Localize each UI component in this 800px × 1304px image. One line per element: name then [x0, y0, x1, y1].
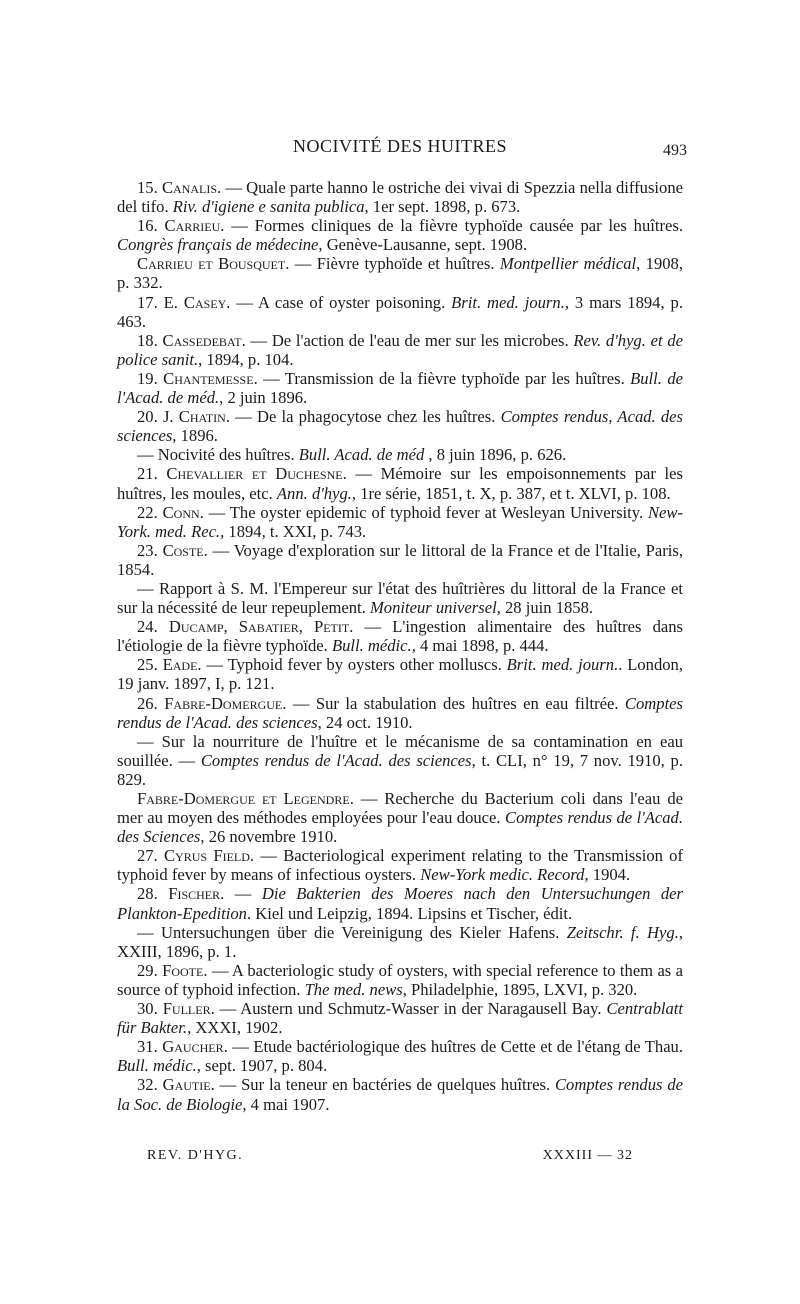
- reference-entry: [117, 464, 683, 502]
- reference-entry: [117, 541, 683, 579]
- ref-number: 28.: [137, 884, 158, 904]
- footer-journal-signature: REV. D'HYG.: [147, 1148, 244, 1163]
- ref-text: L'ingestion alimentaire des huîtres dans l'étiologie de la fièvre typhoïde.: [117, 617, 683, 656]
- ref-separator: . —: [210, 999, 241, 1019]
- ref-text: Formes cliniques de la fièvre typhoïde causée par les huîtres.: [254, 216, 683, 236]
- ref-text: Mémoire sur les empoisonnements par les huîtres, les moules, etc.: [117, 464, 683, 503]
- ref-source: Bull. Acad. de méd: [298, 445, 425, 465]
- ref-separator: . —: [210, 1075, 242, 1095]
- reference-list: [117, 178, 683, 1114]
- ref-number: 15.: [137, 178, 158, 197]
- ref-number: 18.: [137, 330, 158, 350]
- ref-text: Sur la teneur en bactéries de quelques huîtres.: [241, 1075, 555, 1095]
- ref-author: Coste: [162, 540, 204, 560]
- reference-entry: [117, 579, 683, 617]
- ref-text: Typhoid fever by oysters other molluscs.: [227, 655, 507, 675]
- reference-entry: [117, 655, 683, 693]
- reference-entry: [117, 961, 683, 999]
- ref-author: Fabre-Domergue et Legendre: [137, 789, 350, 808]
- ref-separator: . —: [349, 617, 393, 637]
- reference-entry: [117, 694, 683, 732]
- ref-details: , XXIII, 1896, p. 1.: [117, 922, 683, 961]
- ref-author: Eade: [162, 655, 198, 675]
- ref-text: A bacteriologic study of oysters, with special reference to them as a source of typhoid infection.: [117, 960, 683, 999]
- ref-details: , 1908, p. 332.: [117, 254, 684, 293]
- reference-entry: [117, 1037, 683, 1075]
- ref-number: 24.: [137, 617, 158, 637]
- ref-source: New-York medic. Record: [420, 865, 585, 885]
- ref-source: Die Bakterien des Moeres nach den Untersuchungen der Plankton-Epedition: [117, 884, 683, 923]
- ref-author: Chantemesse: [163, 368, 254, 388]
- ref-text: Bacteriological experiment relating to the Transmission of typhoid fever by means of infectious oysters.: [117, 846, 684, 885]
- ref-text: A case of oyster poisoning.: [257, 292, 452, 312]
- ref-source: Comptes rendus de la Soc. de Biologie: [117, 1075, 683, 1114]
- reference-entry: [117, 331, 683, 369]
- ref-author: Canalis: [161, 178, 218, 197]
- ref-number: 20.: [137, 407, 158, 427]
- ref-author: Cassedebat: [162, 330, 242, 350]
- ref-details: , Philadelphie, 1895, LXVI, p. 320.: [402, 979, 638, 999]
- ref-text: De la phagocytose chez les huîtres.: [256, 407, 501, 427]
- ref-separator: —: [137, 922, 161, 942]
- reference-entry: [117, 1075, 683, 1113]
- ref-source: Congrès français de médecine: [117, 235, 319, 255]
- ref-separator: . —: [285, 254, 317, 274]
- ref-separator: . —: [249, 846, 284, 866]
- ref-separator: . —: [220, 884, 262, 904]
- ref-source: Comptes rendus, Acad. des sciences: [117, 407, 683, 446]
- ref-details: , t. CLI, n° 19, 7 nov. 1910, p. 829.: [117, 750, 683, 789]
- ref-details: , 26 novembre 1910.: [200, 827, 338, 847]
- ref-source: Ann. d'hyg.: [276, 483, 352, 503]
- ref-details: . London, 19 janv. 1897, I, p. 121.: [117, 655, 683, 694]
- ref-separator: . —: [241, 330, 272, 350]
- ref-separator: . —: [197, 655, 228, 675]
- ref-details: , 1re série, 1851, t. X, p. 387, et t. XLVI, p. 108.: [351, 483, 671, 503]
- ref-source: New-York. med. Rec.: [117, 502, 684, 541]
- reference-entry: [117, 884, 683, 922]
- ref-text: Transmission de la fièvre typhoïde par les huîtres.: [284, 368, 631, 388]
- ref-separator: . —: [220, 216, 255, 236]
- ref-number: 29.: [137, 960, 158, 980]
- ref-source: Bull. de l'Acad. de méd.: [117, 368, 683, 408]
- ref-separator: . —: [199, 502, 230, 522]
- ref-separator: . —: [226, 292, 258, 312]
- ref-separator: . —: [225, 407, 257, 427]
- ref-separator: —: [137, 578, 159, 598]
- reference-entry: [117, 503, 683, 541]
- ref-details: , 2 juin 1896.: [219, 388, 308, 408]
- ref-author: Conn: [162, 502, 200, 522]
- ref-number: 26.: [137, 693, 158, 713]
- reference-entry: [117, 178, 683, 216]
- ref-text: Austern und Schmutz-Wasser in der Naragausell Bay.: [240, 999, 607, 1019]
- ref-separator: . —: [282, 693, 316, 713]
- ref-author: Foote: [162, 960, 204, 980]
- ref-text: The oyster epidemic of typhoid fever at Wesleyan University.: [229, 502, 648, 522]
- ref-author: Fischer: [168, 884, 221, 904]
- ref-number: 19.: [137, 368, 158, 388]
- ref-source: Brit. med. journ.: [451, 292, 565, 312]
- ref-number: 31.: [137, 1037, 158, 1057]
- ref-author: J. Chatin: [162, 407, 226, 427]
- ref-source: Montpellier médical: [499, 254, 637, 274]
- ref-separator: . —: [223, 1037, 254, 1057]
- ref-details: , 1894, p. 104.: [198, 349, 294, 369]
- ref-number: 17.: [137, 292, 158, 312]
- ref-text: Untersuchungen über die Vereinigung des Kieler Hafens.: [161, 922, 567, 942]
- reference-entry: [117, 732, 683, 789]
- ref-author: Fabre-Domergue: [164, 693, 283, 713]
- ref-details: . Kiel und Leipzig, 1894. Lipsins et Tischer, édit.: [246, 903, 573, 923]
- ref-separator: . —: [342, 464, 381, 484]
- reference-entry: [117, 923, 683, 961]
- ref-source: Moniteur universel: [369, 598, 497, 618]
- ref-details: , sept. 1907, p. 804.: [196, 1056, 328, 1076]
- ref-number: 32.: [137, 1075, 158, 1095]
- ref-number: 30.: [137, 999, 158, 1019]
- footer-volume-signature: XXXIII — 32: [542, 1148, 633, 1163]
- ref-author: E. Casey: [163, 292, 227, 312]
- ref-source: Bull. médic.: [331, 636, 412, 656]
- ref-details: , 4 mai 1907.: [242, 1094, 330, 1114]
- ref-source: Zeitschr. f. Hyg.: [566, 922, 679, 942]
- ref-separator: . —: [349, 789, 385, 808]
- ref-author: Ducamp, Sabatier, Petit: [168, 617, 350, 637]
- ref-author: Carrieu: [164, 216, 221, 236]
- ref-text: Voyage d'exploration sur le littoral de la France et de l'Italie, Paris, 1854.: [117, 540, 683, 579]
- ref-details: , 1er sept. 1898, p. 673.: [364, 197, 521, 217]
- reference-entry: [117, 617, 683, 655]
- reference-entry: [117, 789, 683, 846]
- running-head: [0, 136, 800, 164]
- ref-number: 22.: [137, 502, 158, 522]
- ref-author: Chevallier et Duchesne: [166, 464, 343, 484]
- ref-source: Riv. d'igiene e sanita publica: [172, 197, 365, 217]
- ref-text: Quale parte hanno le ostriche dei vivai di Spezzia nella diffusione del tifo.: [117, 178, 683, 217]
- page-footer: [147, 1148, 633, 1170]
- ref-separator: . —: [217, 178, 247, 197]
- running-title: NOCIVITÉ DES HUITRES: [293, 136, 507, 156]
- ref-source: Comptes rendus de l'Acad. des Sciences: [117, 808, 683, 847]
- ref-number: 23.: [137, 540, 158, 560]
- ref-source: Centrablatt für Bakter.: [117, 999, 684, 1038]
- ref-text: Sur la nourriture de l'huître et le mécanisme de sa contamination en eau souillée. —: [117, 731, 683, 770]
- ref-details: , Genève-Lausanne, sept. 1908.: [318, 235, 528, 255]
- ref-details: , 1894, t. XXI, p. 743.: [220, 521, 367, 541]
- ref-details: , 28 juin 1858.: [496, 598, 594, 618]
- page-number: 493: [663, 142, 687, 159]
- ref-details: , 1896.: [172, 426, 218, 446]
- ref-details: , 8 juin 1896, p. 626.: [424, 445, 567, 465]
- reference-entry: [117, 407, 683, 445]
- ref-text: Nocivité des huîtres.: [157, 445, 299, 465]
- ref-number: 16.: [137, 216, 158, 236]
- ref-text: Recherche du Bacterium coli dans l'eau de mer au moyen des méthodes employées pour l'eau douce.: [117, 789, 683, 828]
- ref-text: Etude bactériologique des huîtres de Cette et de l'étang de Thau.: [253, 1037, 684, 1057]
- ref-details: , XXXI, 1902.: [187, 1018, 283, 1038]
- ref-source: Rev. d'hyg. et de police sanit.: [117, 330, 683, 369]
- ref-author: Cyrus Field: [164, 846, 250, 866]
- ref-source: Brit. med. journ.: [506, 655, 619, 675]
- ref-number: 25.: [137, 655, 158, 675]
- ref-author: Gautie: [162, 1075, 211, 1095]
- reference-entry: [117, 216, 683, 254]
- ref-source: Comptes rendus de l'Acad. des sciences: [117, 693, 683, 732]
- ref-source: Comptes rendus de l'Acad. des sciences: [200, 750, 472, 770]
- ref-author: Gaucher: [162, 1037, 224, 1057]
- ref-source: The med. news: [304, 979, 403, 999]
- ref-details: , 24 oct. 1910.: [317, 712, 413, 732]
- ref-text: De l'action de l'eau de mer sur les microbes.: [271, 330, 574, 350]
- ref-separator: —: [137, 445, 158, 465]
- reference-entry: [117, 999, 683, 1037]
- ref-separator: . —: [253, 368, 285, 388]
- reference-entry: [117, 846, 683, 884]
- ref-details: , 4 mai 1898, p. 444.: [411, 636, 549, 656]
- ref-separator: —: [137, 731, 162, 751]
- reference-entry: [117, 369, 683, 407]
- ref-text: Fièvre typhoïde et huîtres.: [316, 254, 500, 274]
- reference-entry: [117, 293, 683, 331]
- ref-separator: . —: [203, 960, 232, 980]
- ref-number: 21.: [137, 464, 158, 484]
- ref-separator: . —: [203, 540, 234, 560]
- ref-author: Carrieu et Bousquet: [137, 254, 286, 274]
- reference-entry: [117, 445, 683, 464]
- reference-entry: [117, 254, 683, 292]
- ref-source: Bull. médic.: [117, 1056, 197, 1076]
- ref-number: 27.: [137, 846, 158, 866]
- ref-text: Sur la stabulation des huîtres en eau filtrée.: [315, 693, 625, 713]
- ref-details: , 3 mars 1894, p. 463.: [117, 292, 683, 331]
- ref-author: Fuller: [162, 999, 211, 1019]
- ref-details: , 1904.: [584, 865, 631, 885]
- ref-text: Rapport à S. M. l'Empereur sur l'état des huîtrières du littoral de la France et sur la nécessité de leur repeuplement.: [117, 578, 683, 618]
